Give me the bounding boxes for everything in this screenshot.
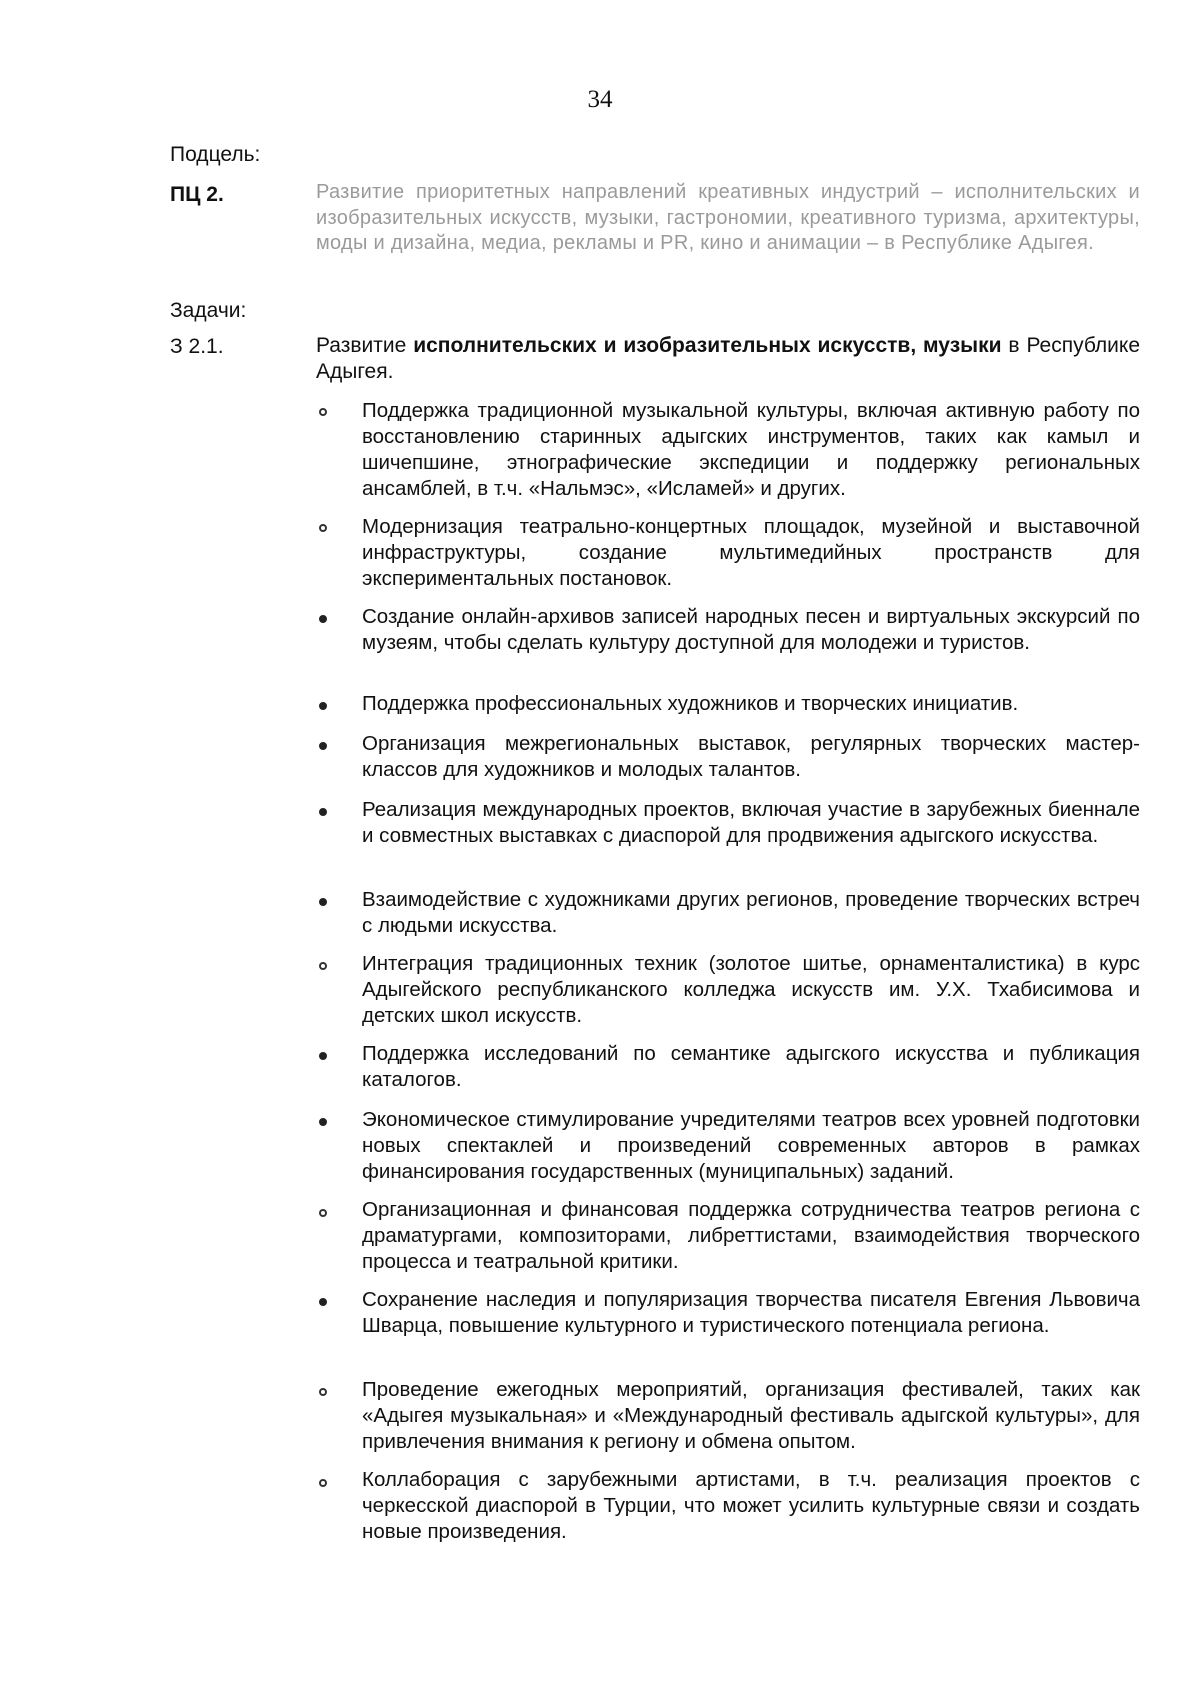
goal-code: ПЦ 2. (170, 183, 224, 206)
task-title (316, 333, 1140, 385)
list-item: Реализация международных проектов, включая участие в зарубежных биеннале и совместных выставках с диаспорой для продвижения адыгского искусства. (362, 798, 1140, 847)
tasks-label: Задачи: (170, 299, 247, 322)
list-item: Создание онлайн-архивов записей народных песен и виртуальных экскурсий по музеям, чтобы сделать культуру доступной для молодежи и туристов. (362, 605, 1140, 654)
bullet-icon (319, 742, 327, 750)
goal-text: Развитие приоритетных направлений креативных индустрий – исполнительских и изобразительных искусств, музыки, гастрономии, креативного туризма, архитектуры, моды и дизайна, медиа, рекламы и PR, кино и анимации – в Республике Адыгея. (316, 181, 1140, 254)
bullet-icon (319, 702, 327, 710)
bullet-icon (319, 1479, 327, 1487)
bullet-icon (319, 615, 327, 623)
bullet-icon (319, 962, 327, 970)
list-item: Поддержка исследований по семантике адыгского искусства и публикация каталогов. (362, 1042, 1140, 1091)
bullet-icon (319, 898, 327, 906)
list-item: Организационная и финансовая поддержка сотрудничества театров региона с драматургами, композиторами, либреттистами, взаимодействия творческого процесса и театральной критики. (362, 1198, 1140, 1273)
list-item: Коллаборация с зарубежными артистами, в т.ч. реализация проектов с черкесской диаспорой в Турции, что может усилить культурные связи и создать новые произведения. (362, 1468, 1140, 1543)
bullet-icon (319, 408, 327, 416)
bullet-icon (319, 1388, 327, 1396)
list-item: Организация межрегиональных выставок, регулярных творческих мастер-классов для художников и молодых талантов. (362, 732, 1140, 781)
page-number: 34 (587, 86, 613, 113)
bullet-icon (319, 1118, 327, 1126)
task-title-prefix: Развитие (316, 334, 414, 357)
task-code: З 2.1. (170, 335, 224, 358)
list-item: Модернизация театрально-концертных площадок, музейной и выставочной инфраструктуры, создание мультимедийных пространств для экспериментальных постановок. (362, 515, 1140, 590)
bullet-icon (319, 1209, 327, 1217)
bullet-icon (319, 1052, 327, 1060)
list-item: Сохранение наследия и популяризация творчества писателя Евгения Львовича Шварца, повышение культурного и туристического потенциала региона. (362, 1288, 1140, 1337)
subgoal-label: Подцель: (170, 143, 261, 166)
list-item: Взаимодействие с художниками других регионов, проведение творческих встреч с людьми искусства. (362, 888, 1140, 937)
list-item: Поддержка профессиональных художников и творческих инициатив. (362, 692, 1019, 715)
bullet-icon (319, 808, 327, 816)
list-item: Экономическое стимулирование учредителями театров всех уровней подготовки новых спектаклей и произведений современных авторов в рамках финансирования государственных (муниципальных) заданий. (362, 1108, 1140, 1183)
list-item: Проведение ежегодных мероприятий, организация фестивалей, таких как «Адыгея музыкальная» и «Международный фестиваль адыгской культуры», для привлечения внимания к региону и обмена опытом. (362, 1378, 1140, 1453)
bullet-icon (319, 524, 327, 532)
task-title-suffix: в Республике Адыгея. (316, 334, 1140, 383)
list-item: Интеграция традиционных техник (золотое шитье, орнаменталистика) в курс Адыгейского республиканского колледжа искусств им. У.Х. Тхабисимова и детских школ искусств. (362, 952, 1140, 1027)
bullet-icon (319, 1298, 327, 1306)
task-title-bold: исполнительских и изобразительных искусств, музыки (413, 334, 1002, 357)
list-item: Поддержка традиционной музыкальной культуры, включая активную работу по восстановлению старинных адыгских инструментов, таких как камыл и шичепшине, этнографические экспедиции и поддержку региональных ансамблей, в т.ч. «Нальмэс», «Исламей» и других. (362, 399, 1140, 500)
